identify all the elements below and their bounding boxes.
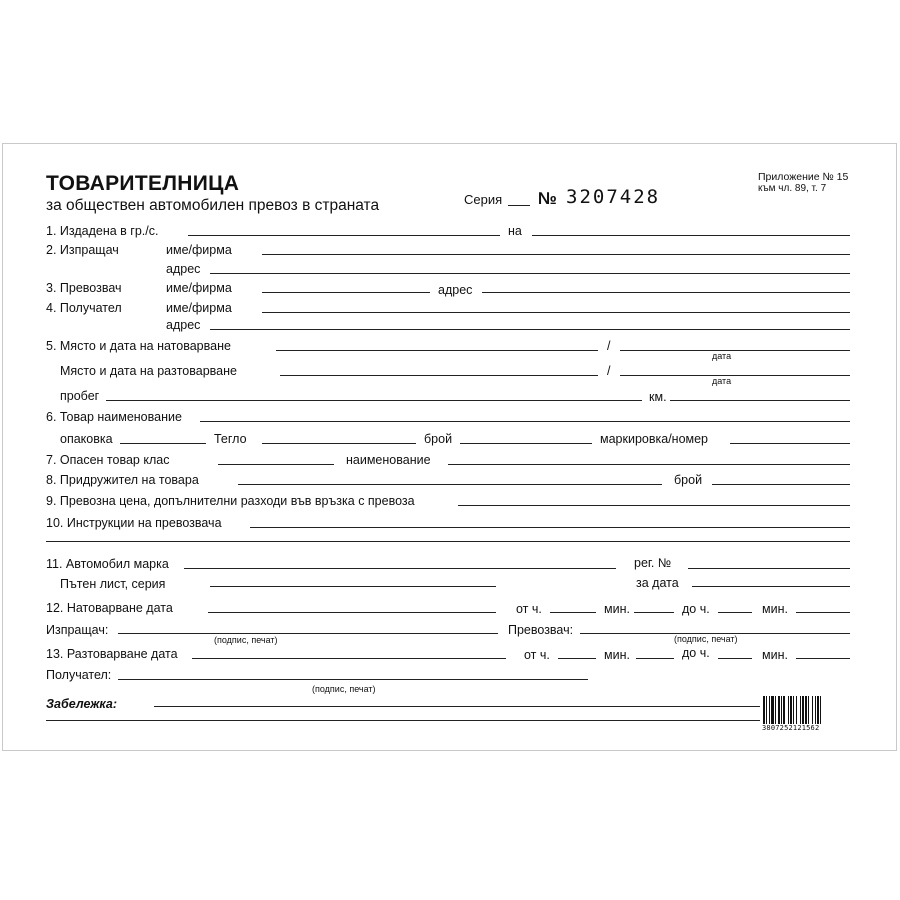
- note-label: Забележка:: [46, 697, 118, 711]
- unloading-from-min-line[interactable]: [636, 658, 674, 659]
- sender-name-label: име/фирма: [166, 243, 232, 257]
- issued-in-line[interactable]: [188, 235, 500, 236]
- annex-line-1: Приложение № 15: [758, 171, 849, 183]
- loading-slash: /: [607, 339, 611, 353]
- mileage-label: пробег: [60, 389, 100, 403]
- price-line[interactable]: [458, 505, 850, 506]
- issued-in-label: 1. Издадена в гр./с.: [46, 224, 159, 238]
- unloading-to-hour-label: до ч.: [682, 646, 710, 660]
- carrier-name-line[interactable]: [262, 292, 430, 293]
- dangerous-class-label: 7. Опасен товар клас: [46, 453, 170, 467]
- series-line[interactable]: [508, 205, 530, 206]
- sender-address-label: адрес: [166, 262, 201, 276]
- carrier-sign-caption: (подпис, печат): [674, 634, 738, 644]
- recipient-address-label: адрес: [166, 318, 201, 332]
- reg-no-line[interactable]: [688, 568, 850, 569]
- escort-count-label: брой: [674, 473, 703, 487]
- marking-label: маркировка/номер: [600, 432, 709, 446]
- loading-to-min-line[interactable]: [796, 612, 850, 613]
- unloading-to-min-line[interactable]: [796, 658, 850, 659]
- vehicle-make-line[interactable]: [184, 568, 616, 569]
- sender-address-line[interactable]: [210, 273, 850, 274]
- unloading-to-hour-line[interactable]: [718, 658, 752, 659]
- recipient-name-line[interactable]: [262, 312, 850, 313]
- escort-line[interactable]: [238, 484, 662, 485]
- loading-place-line[interactable]: [276, 350, 598, 351]
- recipient-address-line[interactable]: [210, 329, 850, 330]
- price-label: 9. Превозна цена, допълнителни разходи във връзка с превоза: [46, 494, 415, 508]
- dangerous-name-line[interactable]: [448, 464, 850, 465]
- km-line[interactable]: [670, 400, 850, 401]
- escort-label: 8. Придружител на товара: [46, 473, 199, 487]
- waybill-series-line[interactable]: [210, 586, 496, 587]
- carrier-name-label: име/фирма: [166, 281, 232, 295]
- dangerous-name-label: наименование: [346, 453, 431, 467]
- sender-sign-line[interactable]: [118, 633, 498, 634]
- recipient-sign-caption: (подпис, печат): [312, 684, 376, 694]
- form-title: ТОВАРИТЕЛНИЦА: [46, 172, 240, 195]
- unloading-date-line[interactable]: [620, 375, 850, 376]
- loading-from-min-line[interactable]: [634, 612, 674, 613]
- sender-sign-caption: (подпис, печат): [214, 635, 278, 645]
- carrier-address-line[interactable]: [482, 292, 850, 293]
- unloading-from-min-label: мин.: [604, 648, 630, 662]
- unloading-date-label: 13. Разтоварване дата: [46, 647, 178, 661]
- count-line[interactable]: [460, 443, 592, 444]
- recipient-name-label: име/фирма: [166, 301, 232, 315]
- loading-date-line[interactable]: [620, 350, 850, 351]
- loading-from-hour-line[interactable]: [550, 612, 596, 613]
- goods-name-line[interactable]: [200, 421, 850, 422]
- escort-count-line[interactable]: [712, 484, 850, 485]
- packaging-label: опаковка: [60, 432, 113, 446]
- issued-on-label: на: [508, 224, 522, 238]
- packaging-line[interactable]: [120, 443, 206, 444]
- note-line-1[interactable]: [154, 706, 760, 707]
- recipient-sign-label: Получател:: [46, 668, 112, 682]
- loading-place-date-label: 5. Място и дата на натоварване: [46, 339, 231, 353]
- unloading-place-date-label: Място и дата на разтоварване: [60, 364, 237, 378]
- annex-line-2: към чл. 89, т. 7: [758, 183, 827, 194]
- number-sign: №: [538, 189, 557, 208]
- loading-to-hour-line[interactable]: [718, 612, 752, 613]
- recipient-sign-line[interactable]: [118, 679, 588, 680]
- barcode: [763, 696, 848, 724]
- instructions-label: 10. Инструкции на превозвача: [46, 516, 222, 530]
- loading-from-min-label: мин.: [604, 602, 630, 616]
- for-date-line[interactable]: [692, 586, 850, 587]
- loading-to-min-label: мин.: [762, 602, 788, 616]
- km-label: км.: [649, 390, 667, 404]
- loading-from-hour-label: от ч.: [516, 602, 542, 616]
- sender-name-line[interactable]: [262, 254, 850, 255]
- instructions-line-1[interactable]: [250, 527, 850, 528]
- serial-number: 3207428: [566, 186, 661, 208]
- weight-label: Тегло: [214, 432, 247, 446]
- reg-no-label: рег. №: [634, 556, 672, 570]
- carrier-address-label: адрес: [438, 283, 473, 297]
- unloading-place-line[interactable]: [280, 375, 598, 376]
- unloading-slash: /: [607, 364, 611, 378]
- sender-sign-label: Изпращач:: [46, 623, 109, 637]
- for-date-label: за дата: [636, 576, 679, 590]
- count-label: брой: [424, 432, 453, 446]
- loading-date-line[interactable]: [208, 612, 496, 613]
- unloading-from-hour-label: от ч.: [524, 648, 550, 662]
- form-subtitle: за обществен автомобилен превоз в страната: [46, 197, 380, 214]
- loading-date-label: 12. Натоварване дата: [46, 601, 173, 615]
- sender-label: 2. Изпращач: [46, 243, 119, 257]
- mileage-line[interactable]: [106, 400, 642, 401]
- series-label: Серия: [464, 192, 503, 207]
- marking-line[interactable]: [730, 443, 850, 444]
- vehicle-make-label: 11. Автомобил марка: [46, 557, 169, 571]
- goods-name-label: 6. Товар наименование: [46, 410, 182, 424]
- barcode-number: 3807252121562: [762, 724, 820, 732]
- issued-on-line[interactable]: [532, 235, 850, 236]
- unloading-from-hour-line[interactable]: [558, 658, 596, 659]
- waybill-series-label: Пътен лист, серия: [60, 577, 166, 591]
- carrier-sign-label: Превозвач:: [508, 623, 574, 637]
- weight-line[interactable]: [262, 443, 416, 444]
- instructions-line-2[interactable]: [46, 541, 850, 542]
- loading-date-caption: дата: [712, 351, 732, 361]
- note-line-2[interactable]: [46, 720, 760, 721]
- recipient-label: 4. Получател: [46, 301, 122, 315]
- loading-to-hour-label: до ч.: [682, 602, 710, 616]
- unloading-to-min-label: мин.: [762, 648, 788, 662]
- unloading-date-line[interactable]: [192, 658, 506, 659]
- unloading-date-caption: дата: [712, 376, 732, 386]
- dangerous-class-line[interactable]: [218, 464, 334, 465]
- carrier-label: 3. Превозвач: [46, 281, 122, 295]
